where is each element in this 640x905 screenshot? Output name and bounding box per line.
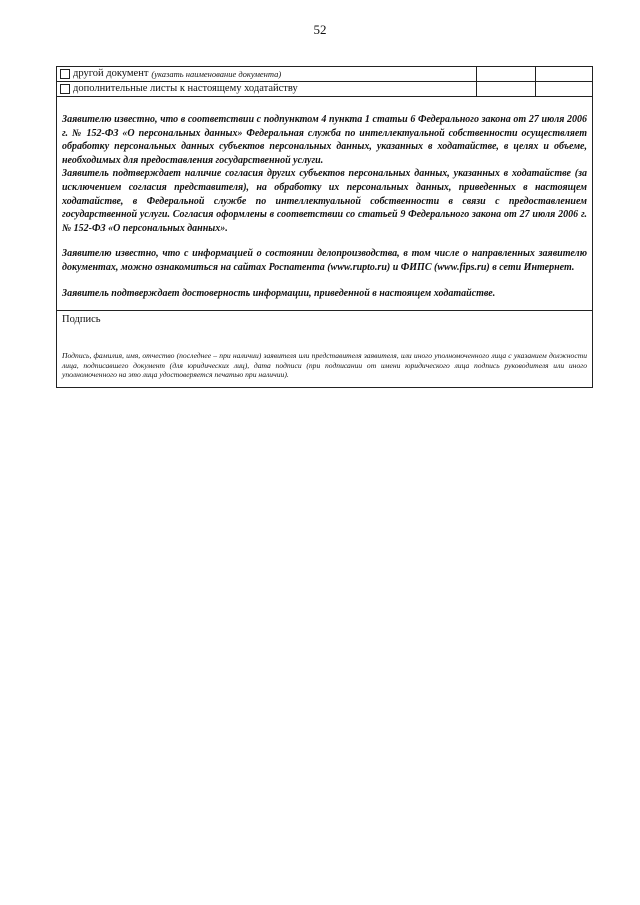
other-document-cell [57,67,476,81]
other-document-checkbox[interactable] [60,69,70,79]
additional-sheets-cell [57,82,476,96]
table-row-additional-sheets [57,82,592,97]
notice-paragraph-websites: Заявителю известно, что с информацией о состоянии делопроизводства, в том числе о направленных заявителю документах, можно ознакомиться на сайтах Роспатента (www.rupto.ru) и ФИПС (www.fips.ru) в сети Интернет. [62,248,587,273]
signature-section [57,311,592,387]
other-document-label: другой документ [73,68,149,79]
copy-count-cell[interactable] [535,67,592,81]
petition-form-table [56,66,593,388]
page-number: 52 [313,22,327,37]
notice-paragraph-processing: Заявителю известно, что в соответствии с подпунктом 4 пункта 1 статьи 6 Федерального закона от 27 июля 2006 г. № 152-ФЗ «О персональных данных» Федеральная служба по интеллектуальной собственности осуществляет обработку персональных данных субъектов персональных данных, указанных в ходатайстве, в целях и объеме, необходимых для предоставления государственной услуги. [62,114,587,166]
additional-sheets-checkbox[interactable] [60,84,70,94]
other-document-hint: (указать наименование документа) [151,69,282,79]
additional-sheets-label: дополнительные листы к настоящему ходатайству [73,83,298,94]
signature-label: Подпись [62,314,101,326]
notice-paragraph-accuracy: Заявитель подтверждает достоверность информации, приведенной в настоящем ходатайстве. [62,287,496,299]
signature-hint: Подпись, фамилия, имя, отчество (последнее – при наличии) заявителя или представителя заявителя, или иного уполномоченного лица с указанием должности лица, подписавшего документ (для юридических лиц), дата подписи (при подписании от имени юридического лица подпись руководителя или иного уполномоченного на это лица удостоверяется печатью при наличии). [62,351,587,380]
notice-paragraph-consent: Заявитель подтверждает наличие согласия других субъектов персональных данных, указанных в ходатайстве (за исключением согласия представителя), на обработку их персональных данных, приведенных в настоящем ходатайстве, в Федеральной службе по интеллектуальной собственности в связи с предоставлением государственной услуги. Согласия оформлены в соответствии со статьей 9 Федерального закона от 27 июля 2006 г. № 152-ФЗ «О персональных данных». [62,168,587,234]
sheet-count-cell[interactable] [476,67,535,81]
table-row-other-document [57,67,592,82]
sheet-count-cell[interactable] [476,82,535,96]
copy-count-cell[interactable] [535,82,592,96]
personal-data-notice [57,97,592,311]
